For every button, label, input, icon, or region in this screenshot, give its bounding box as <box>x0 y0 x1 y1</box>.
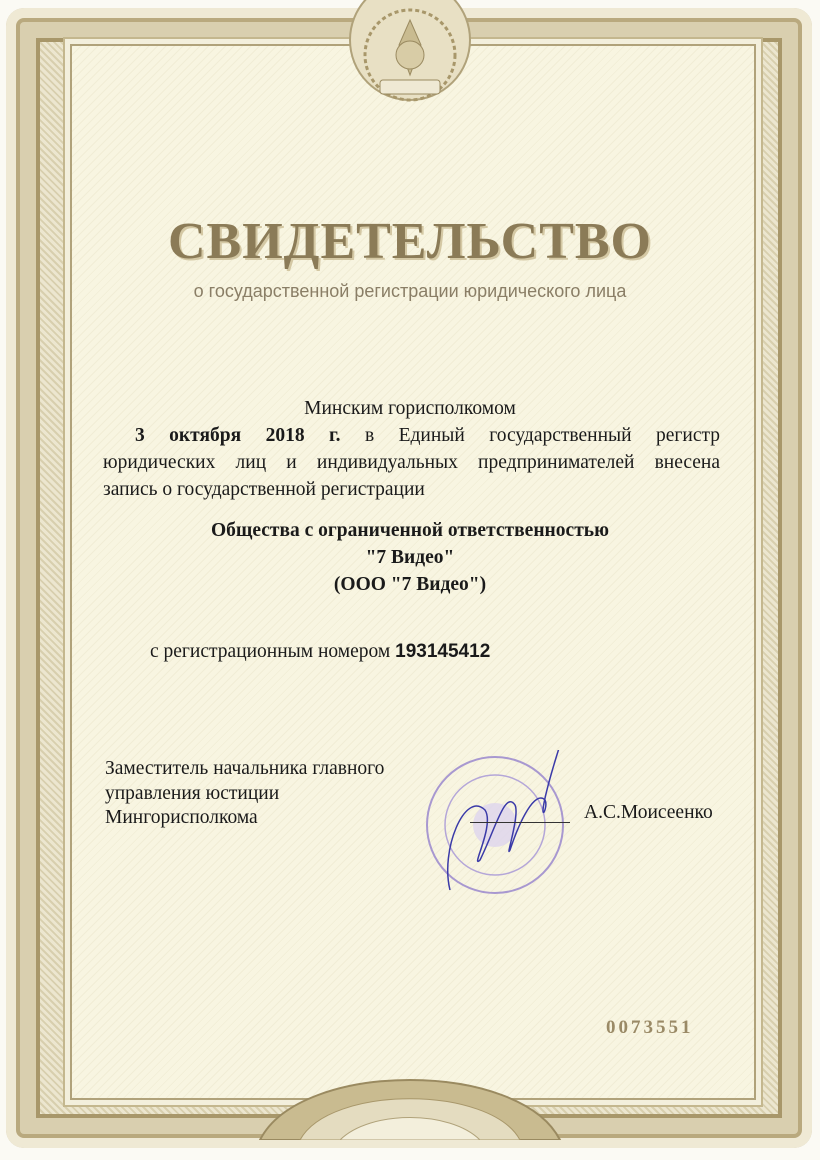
company-name: "7 Видео" <box>365 547 455 568</box>
company-short-name: (ООО "7 Видео") <box>333 574 487 595</box>
company-full-name: Общества с ограниченной ответственностью <box>210 520 609 541</box>
registration-line-1 <box>135 425 720 447</box>
registration-date: 3 октября 2018 г. <box>135 425 341 446</box>
document-subtitle: о государственной регистрации юридического лица <box>193 281 627 301</box>
authority: Минским горисполкомом <box>304 398 516 419</box>
official-stamp <box>410 750 580 900</box>
signer-title-3: Мингорисполкома <box>105 807 258 828</box>
registration-number-label: с регистрационным номером <box>150 641 391 662</box>
signer-title-1: Заместитель начальника главного <box>105 758 385 779</box>
registration-line-2: юридических лиц и индивидуальных предпринимателей внесена <box>103 452 720 473</box>
signer-title-2: управления юстиции <box>105 783 280 804</box>
registration-number: 193145412 <box>395 641 491 662</box>
signer-name: А.С.Моисеенко <box>584 802 713 823</box>
registration-line-1-text: в Единый государственный регистр <box>364 425 720 446</box>
registration-line-3: запись о государственной регистрации <box>103 479 425 500</box>
registration-number-line <box>150 641 490 663</box>
certificate-panel <box>70 44 756 1100</box>
guilloche-rosette-icon <box>240 1030 580 1140</box>
state-emblem-icon <box>325 0 495 110</box>
document-title: СВИДЕТЕЛЬСТВО <box>167 213 653 270</box>
signature-line <box>470 822 570 823</box>
serial-number: 0073551 <box>606 1017 694 1038</box>
